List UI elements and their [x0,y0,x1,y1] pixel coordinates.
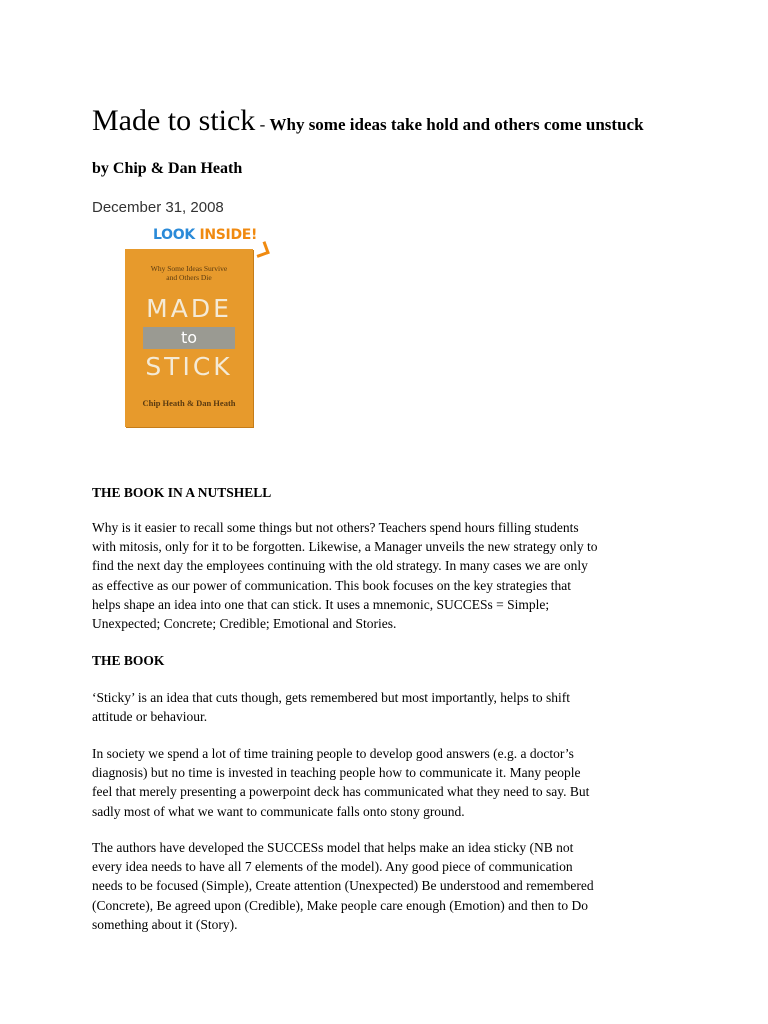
paragraph-line: something about it (Story). [92,916,238,932]
cover-tagline-line-2: and Others Die [166,273,212,282]
title-dash: - [255,115,270,134]
paragraph-line: Why is it easier to recall some things but not others? Teachers spend hours filling students [92,520,579,535]
paragraph-line: sadly most of what we want to communicate falls onto stony ground. [92,803,465,819]
title-subtitle: Why some ideas take hold and others come unstuck [269,115,644,134]
section-heading-the-book: THE BOOK [92,653,165,668]
paragraph-line: as effective as our power of communication. This book focuses on the key strategies that [92,577,571,593]
cover-authors: Chip Heath & Dan Heath [142,398,236,408]
paragraph-line: (Concrete), Be agreed upon (Credible), Make people care enough (Emotion) and then to Do [92,897,588,913]
paragraph-line: attitude or behaviour. [92,709,208,725]
paragraph-line: diagnosis) but no time is invested in teaching people how to communicate it. Many people [92,765,581,781]
paragraph-line: find the next day the employees continuing with the old strategy. In many cases we are only [92,558,588,574]
cover-title-made: MADE [146,294,232,323]
paragraph [92,518,682,633]
cover-title-stick: STICK [145,352,233,381]
cover-tagline [125,264,253,282]
look-inside-inside: INSIDE! [199,227,258,243]
book-cover [125,249,253,427]
paragraph-line: needs to be focused (Simple), Create attention (Unexpected) Be understood and remembered [92,878,594,894]
look-inside-badge [153,227,257,243]
paragraph-line: ‘Sticky’ is an idea that cuts though, gets remembered but most importantly, helps to shift [92,690,571,705]
paragraph-line: with mitosis, only for it to be forgotten. Likewise, a Manager unveils the new strategy only to [92,539,598,555]
curved-arrow-icon [253,241,270,258]
paragraph [92,688,682,726]
paragraph-line: In society we spend a lot of time training people to develop good answers (e.g. a doctor’s [92,746,574,761]
post-date: December 31, 2008 [92,199,224,216]
paragraph-line: Unexpected; Concrete; Credible; Emotional and Stories. [92,616,397,632]
cover-title-to: to [180,328,198,347]
paragraph-line: helps shape an idea into one that can stick. It uses a mnemonic, SUCCESs = Simple; [92,596,550,612]
paragraph-line: feel that merely presenting a powerpoint deck has communicated what they need to say. But [92,784,590,800]
document-title [92,104,644,138]
book-cover-image [125,227,275,427]
cover-tagline-line-1: Why Some Ideas Survive [150,264,228,273]
paragraph-line: every idea needs to have all 7 elements of the model). Any good piece of communication [92,859,573,875]
paragraph [92,838,682,934]
byline: by Chip & Dan Heath [92,160,243,177]
paragraph-line: The authors have developed the SUCCESs model that helps make an idea sticky (NB not [92,840,574,855]
title-main: Made to stick [92,104,256,137]
look-inside-look: LOOK [153,227,200,243]
paragraph [92,744,682,821]
section-heading-nutshell: THE BOOK IN A NUTSHELL [92,485,272,500]
